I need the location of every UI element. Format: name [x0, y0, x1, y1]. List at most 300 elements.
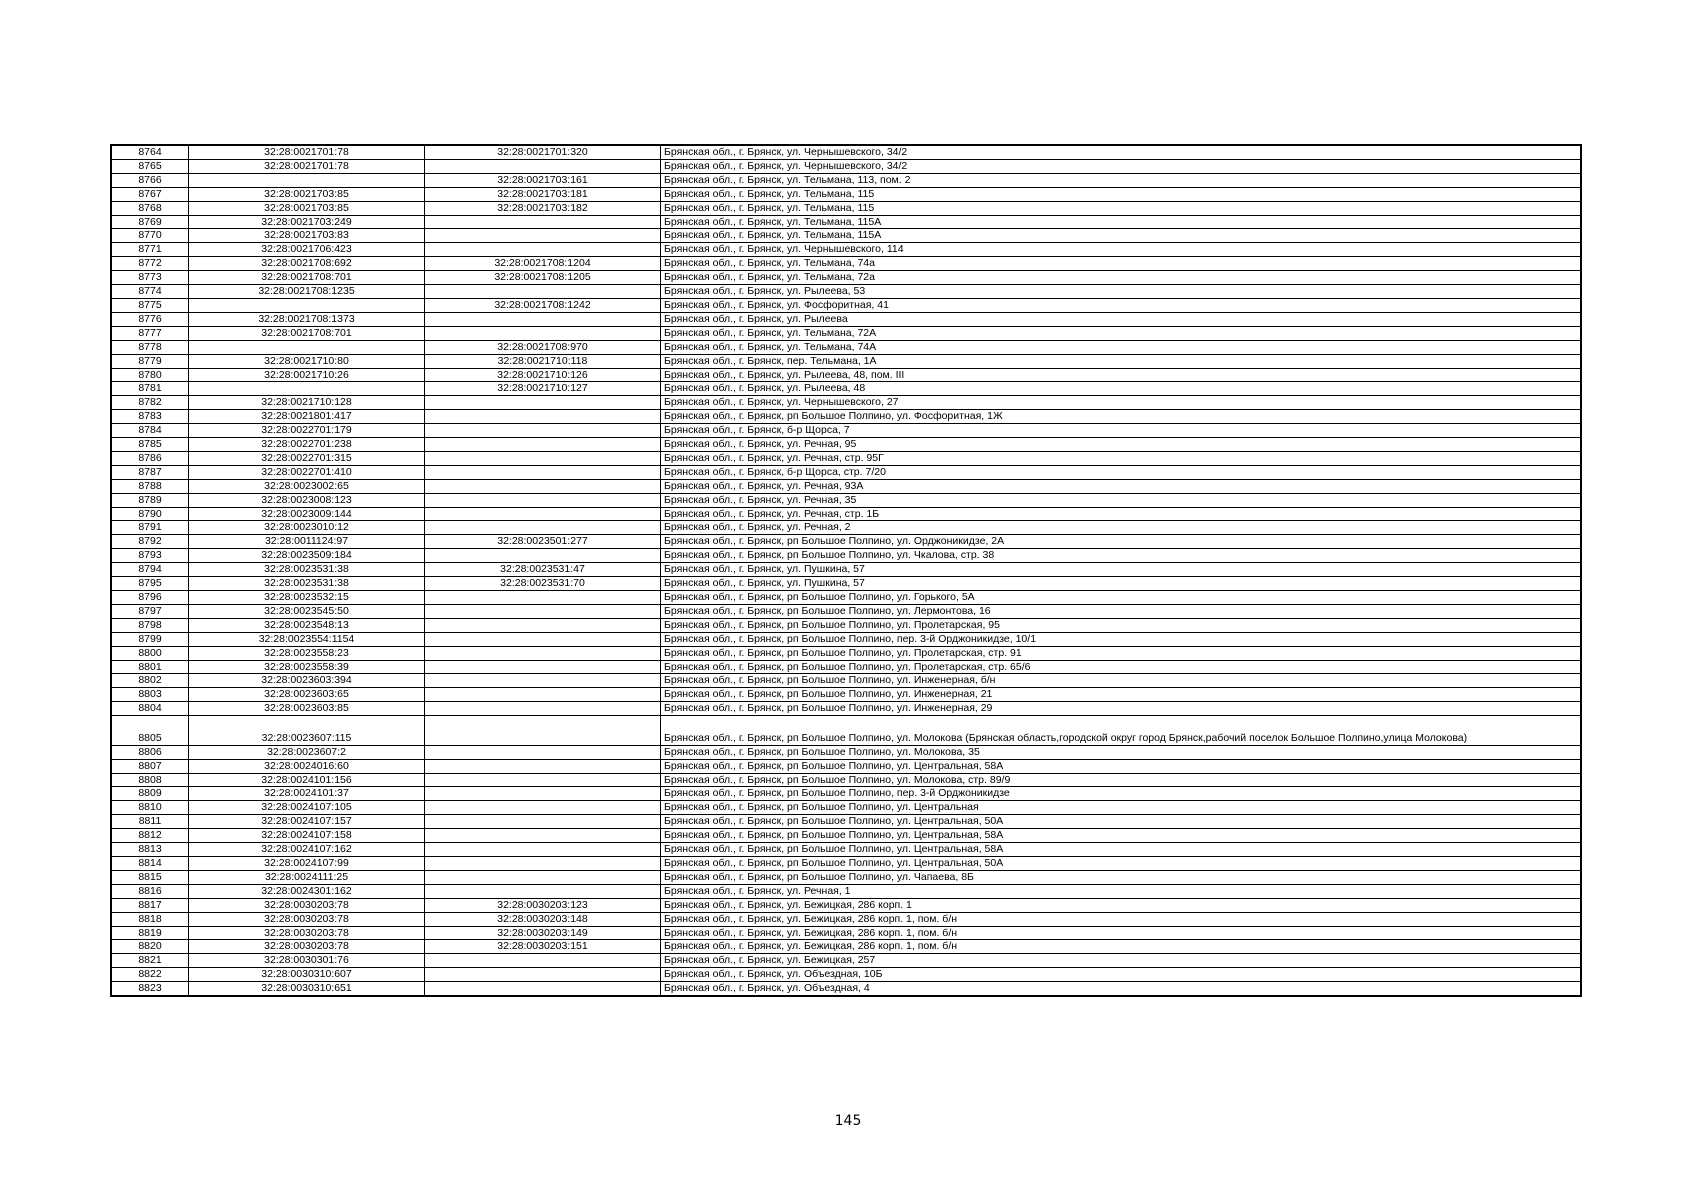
object-cadastral-number-cell: 32:28:0030203:149: [425, 926, 661, 940]
object-cadastral-number-cell: [425, 801, 661, 815]
table-row: [111, 285, 1581, 299]
row-number-cell: 8806: [111, 745, 189, 759]
object-cadastral-number-cell: [425, 479, 661, 493]
row-number-cell: 8801: [111, 660, 189, 674]
row-number-cell: 8776: [111, 312, 189, 326]
row-number-cell: 8799: [111, 632, 189, 646]
cadastral-number-cell: 32:28:0021708:701: [189, 271, 425, 285]
object-cadastral-number-cell: [425, 632, 661, 646]
object-cadastral-number-cell: 32:28:0021708:1205: [425, 271, 661, 285]
table-row: [111, 201, 1581, 215]
table-row: [111, 145, 1581, 159]
cadastral-number-cell: 32:28:0030301:76: [189, 954, 425, 968]
cadastral-number-cell: 32:28:0023554:1154: [189, 632, 425, 646]
address-cell: Брянская обл., г. Брянск, ул. Тельмана, 74а: [661, 257, 1582, 271]
cadastral-number-cell: 32:28:0021710:80: [189, 354, 425, 368]
cadastral-number-cell: 32:28:0023558:39: [189, 660, 425, 674]
address-cell: Брянская обл., г. Брянск, рп Большое Полпино, ул. Центральная, 58А: [661, 829, 1582, 843]
address-cell: Брянская обл., г. Брянск, ул. Рылеева, 48, пом. III: [661, 368, 1582, 382]
object-cadastral-number-cell: [425, 465, 661, 479]
cadastral-number-cell: 32:28:0021710:26: [189, 368, 425, 382]
address-cell: Брянская обл., г. Брянск, рп Большое Полпино, ул. Чкалова, стр. 38: [661, 549, 1582, 563]
address-cell: Брянская обл., г. Брянск, ул. Объездная, 4: [661, 982, 1582, 996]
cadastral-number-cell: 32:28:0023603:394: [189, 674, 425, 688]
object-cadastral-number-cell: [425, 521, 661, 535]
row-number-cell: 8780: [111, 368, 189, 382]
object-cadastral-number-cell: [425, 229, 661, 243]
row-number-cell: 8790: [111, 507, 189, 521]
object-cadastral-number-cell: [425, 660, 661, 674]
cadastral-number-cell: 32:28:0021708:701: [189, 326, 425, 340]
cadastral-number-cell: [189, 298, 425, 312]
address-cell: Брянская обл., г. Брянск, рп Большое Полпино, ул. Лермонтова, 16: [661, 604, 1582, 618]
cadastral-number-cell: 32:28:0024016:60: [189, 759, 425, 773]
address-cell: Брянская обл., г. Брянск, ул. Рылеева, 53: [661, 285, 1582, 299]
object-cadastral-number-cell: 32:28:0021710:118: [425, 354, 661, 368]
row-number-cell: 8788: [111, 479, 189, 493]
table-row: [111, 884, 1581, 898]
cadastral-number-cell: 32:28:0023002:65: [189, 479, 425, 493]
address-cell: Брянская обл., г. Брянск, ул. Бежицкая, 286 корп. 1, пом. б/н: [661, 912, 1582, 926]
row-number-cell: 8777: [111, 326, 189, 340]
row-number-cell: 8821: [111, 954, 189, 968]
address-cell: Брянская обл., г. Брянск, рп Большое Полпино, ул. Горького, 5А: [661, 591, 1582, 605]
row-number-cell: 8787: [111, 465, 189, 479]
object-cadastral-number-cell: 32:28:0023531:70: [425, 577, 661, 591]
row-number-cell: 8791: [111, 521, 189, 535]
object-cadastral-number-cell: 32:28:0023501:277: [425, 535, 661, 549]
table-row: [111, 229, 1581, 243]
object-cadastral-number-cell: [425, 968, 661, 982]
row-number-cell: 8789: [111, 493, 189, 507]
cadastral-number-cell: 32:28:0021801:417: [189, 410, 425, 424]
row-number-cell: 8775: [111, 298, 189, 312]
table-row: [111, 745, 1581, 759]
address-cell: Брянская обл., г. Брянск, рп Большое Полпино, ул. Молокова, стр. 89/9: [661, 773, 1582, 787]
cadastral-number-cell: 32:28:0022701:315: [189, 451, 425, 465]
address-cell: Брянская обл., г. Брянск, ул. Пушкина, 57: [661, 577, 1582, 591]
row-number-cell: 8800: [111, 646, 189, 660]
table-row: [111, 926, 1581, 940]
table-row: [111, 702, 1581, 716]
cadastral-number-cell: 32:28:0030203:78: [189, 898, 425, 912]
object-cadastral-number-cell: [425, 591, 661, 605]
cadastral-number-cell: 32:28:0023603:85: [189, 702, 425, 716]
address-cell: Брянская обл., г. Брянск, рп Большое Полпино, ул. Пролетарская, 95: [661, 618, 1582, 632]
row-number-cell: 8813: [111, 843, 189, 857]
object-cadastral-number-cell: [425, 549, 661, 563]
address-cell: Брянская обл., г. Брянск, ул. Тельмана, 115А: [661, 215, 1582, 229]
row-number-cell: 8822: [111, 968, 189, 982]
object-cadastral-number-cell: [425, 674, 661, 688]
cadastral-number-cell: 32:28:0030203:78: [189, 912, 425, 926]
object-cadastral-number-cell: [425, 815, 661, 829]
cadastral-number-cell: 32:28:0023607:115: [189, 716, 425, 746]
address-cell: Брянская обл., г. Брянск, рп Большое Полпино, ул. Центральная, 50А: [661, 815, 1582, 829]
table-row: [111, 674, 1581, 688]
row-number-cell: 8819: [111, 926, 189, 940]
object-cadastral-number-cell: [425, 285, 661, 299]
cadastral-number-cell: 32:28:0021703:83: [189, 229, 425, 243]
address-cell: Брянская обл., г. Брянск, рп Большое Полпино, ул. Пролетарская, стр. 65/6: [661, 660, 1582, 674]
object-cadastral-number-cell: [425, 843, 661, 857]
table-row: [111, 843, 1581, 857]
row-number-cell: 8771: [111, 243, 189, 257]
object-cadastral-number-cell: 32:28:0021703:181: [425, 187, 661, 201]
row-number-cell: 8810: [111, 801, 189, 815]
address-cell: Брянская обл., г. Брянск, ул. Чернышевского, 27: [661, 396, 1582, 410]
table-row: [111, 257, 1581, 271]
address-cell: Брянская обл., г. Брянск, пер. Тельмана, 1А: [661, 354, 1582, 368]
row-number-cell: 8792: [111, 535, 189, 549]
row-number-cell: 8782: [111, 396, 189, 410]
object-cadastral-number-cell: [425, 604, 661, 618]
address-cell: Брянская обл., г. Брянск, ул. Фосфоритная, 41: [661, 298, 1582, 312]
cadastral-number-cell: 32:28:0023607:2: [189, 745, 425, 759]
cadastral-number-cell: 32:28:0022701:238: [189, 438, 425, 452]
row-number-cell: 8820: [111, 940, 189, 954]
table-row: [111, 465, 1581, 479]
table-row: [111, 759, 1581, 773]
object-cadastral-number-cell: 32:28:0021708:1242: [425, 298, 661, 312]
table-row: [111, 954, 1581, 968]
row-number-cell: 8815: [111, 870, 189, 884]
row-number-cell: 8778: [111, 340, 189, 354]
table-row: [111, 801, 1581, 815]
object-cadastral-number-cell: 32:28:0030203:123: [425, 898, 661, 912]
cadastral-number-cell: 32:28:0024107:162: [189, 843, 425, 857]
address-cell: Брянская обл., г. Брянск, ул. Чернышевского, 114: [661, 243, 1582, 257]
address-cell: Брянская обл., г. Брянск, ул. Рылеева, 48: [661, 382, 1582, 396]
table-row: [111, 243, 1581, 257]
cadastral-number-cell: 32:28:0021703:85: [189, 201, 425, 215]
object-cadastral-number-cell: 32:28:0021703:182: [425, 201, 661, 215]
property-register-table: [110, 144, 1582, 997]
page-number: 145: [834, 1113, 862, 1129]
row-number-cell: 8795: [111, 577, 189, 591]
address-cell: Брянская обл., г. Брянск, ул. Бежицкая, 286 корп. 1: [661, 898, 1582, 912]
address-cell: Брянская обл., г. Брянск, рп Большое Полпино, пер. 3-й Орджоникидзе: [661, 787, 1582, 801]
cadastral-number-cell: 32:28:0011124:97: [189, 535, 425, 549]
table-row: [111, 187, 1581, 201]
object-cadastral-number-cell: 32:28:0021708:970: [425, 340, 661, 354]
object-cadastral-number-cell: 32:28:0021701:320: [425, 145, 661, 159]
row-number-cell: 8823: [111, 982, 189, 996]
object-cadastral-number-cell: [425, 507, 661, 521]
address-cell: Брянская обл., г. Брянск, ул. Тельмана, 72а: [661, 271, 1582, 285]
address-cell: Брянская обл., г. Брянск, рп Большое Полпино, ул. Орджоникидзе, 2А: [661, 535, 1582, 549]
table-row: [111, 215, 1581, 229]
row-number-cell: 8796: [111, 591, 189, 605]
address-cell: Брянская обл., г. Брянск, ул. Тельмана, 115: [661, 201, 1582, 215]
cadastral-number-cell: [189, 340, 425, 354]
object-cadastral-number-cell: [425, 410, 661, 424]
cadastral-number-cell: 32:28:0021703:249: [189, 215, 425, 229]
cadastral-number-cell: 32:28:0024107:158: [189, 829, 425, 843]
row-number-cell: 8802: [111, 674, 189, 688]
row-number-cell: 8764: [111, 145, 189, 159]
register-table-body: [111, 145, 1581, 996]
cadastral-number-cell: 32:28:0024101:37: [189, 787, 425, 801]
table-row: [111, 298, 1581, 312]
cadastral-number-cell: 32:28:0022701:179: [189, 424, 425, 438]
row-number-cell: 8818: [111, 912, 189, 926]
object-cadastral-number-cell: [425, 159, 661, 173]
row-number-cell: 8816: [111, 884, 189, 898]
address-cell: Брянская обл., г. Брянск, ул. Тельмана, 72А: [661, 326, 1582, 340]
address-cell: Брянская обл., г. Брянск, рп Большое Полпино, ул. Центральная, 58А: [661, 759, 1582, 773]
object-cadastral-number-cell: 32:28:0021708:1204: [425, 257, 661, 271]
cadastral-number-cell: 32:28:0023558:23: [189, 646, 425, 660]
object-cadastral-number-cell: [425, 326, 661, 340]
address-cell: Брянская обл., г. Брянск, рп Большое Полпино, ул. Чапаева, 8Б: [661, 870, 1582, 884]
table-row: [111, 479, 1581, 493]
table-row: [111, 773, 1581, 787]
object-cadastral-number-cell: [425, 424, 661, 438]
row-number-cell: 8769: [111, 215, 189, 229]
table-row: [111, 912, 1581, 926]
object-cadastral-number-cell: [425, 688, 661, 702]
table-row: [111, 549, 1581, 563]
object-cadastral-number-cell: [425, 215, 661, 229]
table-row: [111, 507, 1581, 521]
cadastral-number-cell: 32:28:0030310:607: [189, 968, 425, 982]
row-number-cell: 8786: [111, 451, 189, 465]
address-cell: Брянская обл., г. Брянск, рп Большое Полпино, пер. 3-й Орджоникидзе, 10/1: [661, 632, 1582, 646]
row-number-cell: 8808: [111, 773, 189, 787]
cadastral-number-cell: 32:28:0023010:12: [189, 521, 425, 535]
cadastral-number-cell: 32:28:0021703:85: [189, 187, 425, 201]
row-number-cell: 8811: [111, 815, 189, 829]
object-cadastral-number-cell: [425, 773, 661, 787]
row-number-cell: 8783: [111, 410, 189, 424]
object-cadastral-number-cell: 32:28:0030203:148: [425, 912, 661, 926]
row-number-cell: 8817: [111, 898, 189, 912]
table-row: [111, 857, 1581, 871]
table-row: [111, 521, 1581, 535]
address-cell: Брянская обл., г. Брянск, ул. Речная, стр. 95Г: [661, 451, 1582, 465]
row-number-cell: 8814: [111, 857, 189, 871]
object-cadastral-number-cell: [425, 438, 661, 452]
table-row: [111, 340, 1581, 354]
table-row: [111, 563, 1581, 577]
table-row: [111, 354, 1581, 368]
row-number-cell: 8798: [111, 618, 189, 632]
address-cell: Брянская обл., г. Брянск, б-р Щорса, стр. 7/20: [661, 465, 1582, 479]
address-cell: Брянская обл., г. Брянск, ул. Речная, 93А: [661, 479, 1582, 493]
row-number-cell: 8812: [111, 829, 189, 843]
address-cell: Брянская обл., г. Брянск, ул. Бежицкая, 286 корп. 1, пом. б/н: [661, 940, 1582, 954]
row-number-cell: 8807: [111, 759, 189, 773]
cadastral-number-cell: 32:28:0024111:25: [189, 870, 425, 884]
object-cadastral-number-cell: [425, 787, 661, 801]
address-cell: Брянская обл., г. Брянск, ул. Рылеева: [661, 312, 1582, 326]
object-cadastral-number-cell: [425, 857, 661, 871]
object-cadastral-number-cell: [425, 884, 661, 898]
address-cell: Брянская обл., г. Брянск, ул. Тельмана, 115А: [661, 229, 1582, 243]
row-number-cell: 8794: [111, 563, 189, 577]
row-number-cell: 8767: [111, 187, 189, 201]
cadastral-number-cell: 32:28:0023009:144: [189, 507, 425, 521]
table-row: [111, 688, 1581, 702]
table-row: [111, 646, 1581, 660]
address-cell: Брянская обл., г. Брянск, ул. Речная, 1: [661, 884, 1582, 898]
object-cadastral-number-cell: [425, 312, 661, 326]
address-cell: Брянская обл., г. Брянск, ул. Бежицкая, 286 корп. 1, пом. б/н: [661, 926, 1582, 940]
row-number-cell: 8770: [111, 229, 189, 243]
table-row: [111, 396, 1581, 410]
row-number-cell: 8772: [111, 257, 189, 271]
table-row: [111, 424, 1581, 438]
cadastral-number-cell: [189, 382, 425, 396]
object-cadastral-number-cell: [425, 702, 661, 716]
table-row: [111, 382, 1581, 396]
address-cell: Брянская обл., г. Брянск, рп Большое Полпино, ул. Молокова (Брянская область,городской округ город Брянск,рабочий поселок Большое Полпино,улица Молокова): [661, 716, 1582, 746]
row-number-cell: 8766: [111, 173, 189, 187]
object-cadastral-number-cell: [425, 451, 661, 465]
object-cadastral-number-cell: [425, 870, 661, 884]
address-cell: Брянская обл., г. Брянск, рп Большое Полпино, ул. Центральная, 50А: [661, 857, 1582, 871]
cadastral-number-cell: [189, 173, 425, 187]
cadastral-number-cell: 32:28:0021708:692: [189, 257, 425, 271]
address-cell: Брянская обл., г. Брянск, ул. Речная, стр. 1Б: [661, 507, 1582, 521]
cadastral-number-cell: 32:28:0024301:162: [189, 884, 425, 898]
table-row: [111, 716, 1581, 746]
address-cell: Брянская обл., г. Брянск, б-р Щорса, 7: [661, 424, 1582, 438]
cadastral-number-cell: 32:28:0021710:128: [189, 396, 425, 410]
cadastral-number-cell: 32:28:0024107:105: [189, 801, 425, 815]
cadastral-number-cell: 32:28:0024107:157: [189, 815, 425, 829]
row-number-cell: 8784: [111, 424, 189, 438]
cadastral-number-cell: 32:28:0023545:50: [189, 604, 425, 618]
table-row: [111, 159, 1581, 173]
row-number-cell: 8797: [111, 604, 189, 618]
table-row: [111, 535, 1581, 549]
row-number-cell: 8773: [111, 271, 189, 285]
address-cell: Брянская обл., г. Брянск, ул. Пушкина, 57: [661, 563, 1582, 577]
row-number-cell: 8781: [111, 382, 189, 396]
cadastral-number-cell: 32:28:0023531:38: [189, 577, 425, 591]
address-cell: Брянская обл., г. Брянск, рп Большое Полпино, ул. Центральная, 58А: [661, 843, 1582, 857]
address-cell: Брянская обл., г. Брянск, ул. Тельмана, 74А: [661, 340, 1582, 354]
row-number-cell: 8803: [111, 688, 189, 702]
row-number-cell: 8793: [111, 549, 189, 563]
table-row: [111, 368, 1581, 382]
table-row: [111, 493, 1581, 507]
address-cell: Брянская обл., г. Брянск, ул. Речная, 35: [661, 493, 1582, 507]
object-cadastral-number-cell: [425, 646, 661, 660]
object-cadastral-number-cell: [425, 716, 661, 746]
cadastral-number-cell: 32:28:0030203:78: [189, 940, 425, 954]
cadastral-number-cell: 32:28:0023531:38: [189, 563, 425, 577]
cadastral-number-cell: 32:28:0030310:651: [189, 982, 425, 996]
cadastral-number-cell: 32:28:0024101:156: [189, 773, 425, 787]
cadastral-number-cell: 32:28:0021708:1235: [189, 285, 425, 299]
table-row: [111, 787, 1581, 801]
cadastral-number-cell: 32:28:0023603:65: [189, 688, 425, 702]
table-row: [111, 604, 1581, 618]
table-row: [111, 940, 1581, 954]
object-cadastral-number-cell: [425, 243, 661, 257]
table-row: [111, 173, 1581, 187]
address-cell: Брянская обл., г. Брянск, ул. Чернышевского, 34/2: [661, 145, 1582, 159]
object-cadastral-number-cell: 32:28:0021710:127: [425, 382, 661, 396]
table-row: [111, 968, 1581, 982]
table-row: [111, 618, 1581, 632]
object-cadastral-number-cell: [425, 396, 661, 410]
address-cell: Брянская обл., г. Брянск, рп Большое Полпино, ул. Инженерная, 21: [661, 688, 1582, 702]
address-cell: Брянская обл., г. Брянск, ул. Объездная, 10Б: [661, 968, 1582, 982]
table-row: [111, 312, 1581, 326]
cadastral-number-cell: 32:28:0023509:184: [189, 549, 425, 563]
address-cell: Брянская обл., г. Брянск, ул. Речная, 2: [661, 521, 1582, 535]
table-row: [111, 591, 1581, 605]
row-number-cell: 8774: [111, 285, 189, 299]
row-number-cell: 8768: [111, 201, 189, 215]
table-row: [111, 898, 1581, 912]
cadastral-number-cell: 32:28:0024107:99: [189, 857, 425, 871]
cadastral-number-cell: 32:28:0030203:78: [189, 926, 425, 940]
table-row: [111, 632, 1581, 646]
address-cell: Брянская обл., г. Брянск, рп Большое Полпино, ул. Инженерная, 29: [661, 702, 1582, 716]
cadastral-number-cell: 32:28:0022701:410: [189, 465, 425, 479]
address-cell: Брянская обл., г. Брянск, рп Большое Полпино, ул. Молокова, 35: [661, 745, 1582, 759]
address-cell: Брянская обл., г. Брянск, ул. Тельмана, 115: [661, 187, 1582, 201]
object-cadastral-number-cell: 32:28:0023531:47: [425, 563, 661, 577]
row-number-cell: 8779: [111, 354, 189, 368]
address-cell: Брянская обл., г. Брянск, рп Большое Полпино, ул. Инженерная, б/н: [661, 674, 1582, 688]
table-row: [111, 451, 1581, 465]
table-row: [111, 870, 1581, 884]
table-row: [111, 982, 1581, 996]
table-row: [111, 326, 1581, 340]
object-cadastral-number-cell: 32:28:0030203:151: [425, 940, 661, 954]
table-row: [111, 410, 1581, 424]
table-row: [111, 815, 1581, 829]
address-cell: Брянская обл., г. Брянск, рп Большое Полпино, ул. Центральная: [661, 801, 1582, 815]
table-row: [111, 660, 1581, 674]
address-cell: Брянская обл., г. Брянск, рп Большое Полпино, ул. Пролетарская, стр. 91: [661, 646, 1582, 660]
object-cadastral-number-cell: [425, 493, 661, 507]
address-cell: Брянская обл., г. Брянск, ул. Бежицкая, 257: [661, 954, 1582, 968]
row-number-cell: 8804: [111, 702, 189, 716]
row-number-cell: 8765: [111, 159, 189, 173]
table-row: [111, 438, 1581, 452]
object-cadastral-number-cell: 32:28:0021710:126: [425, 368, 661, 382]
address-cell: Брянская обл., г. Брянск, ул. Речная, 95: [661, 438, 1582, 452]
cadastral-number-cell: 32:28:0023008:123: [189, 493, 425, 507]
cadastral-number-cell: 32:28:0021701:78: [189, 159, 425, 173]
object-cadastral-number-cell: 32:28:0021703:161: [425, 173, 661, 187]
object-cadastral-number-cell: [425, 759, 661, 773]
cadastral-number-cell: 32:28:0023532:15: [189, 591, 425, 605]
table-row: [111, 271, 1581, 285]
address-cell: Брянская обл., г. Брянск, ул. Чернышевского, 34/2: [661, 159, 1582, 173]
object-cadastral-number-cell: [425, 982, 661, 996]
row-number-cell: 8809: [111, 787, 189, 801]
cadastral-number-cell: 32:28:0021701:78: [189, 145, 425, 159]
object-cadastral-number-cell: [425, 954, 661, 968]
row-number-cell: 8805: [111, 716, 189, 746]
object-cadastral-number-cell: [425, 618, 661, 632]
object-cadastral-number-cell: [425, 829, 661, 843]
cadastral-number-cell: 32:28:0023548:13: [189, 618, 425, 632]
cadastral-number-cell: 32:28:0021708:1373: [189, 312, 425, 326]
address-cell: Брянская обл., г. Брянск, ул. Тельмана, 113, пом. 2: [661, 173, 1582, 187]
row-number-cell: 8785: [111, 438, 189, 452]
table-row: [111, 577, 1581, 591]
address-cell: Брянская обл., г. Брянск, рп Большое Полпино, ул. Фосфоритная, 1Ж: [661, 410, 1582, 424]
